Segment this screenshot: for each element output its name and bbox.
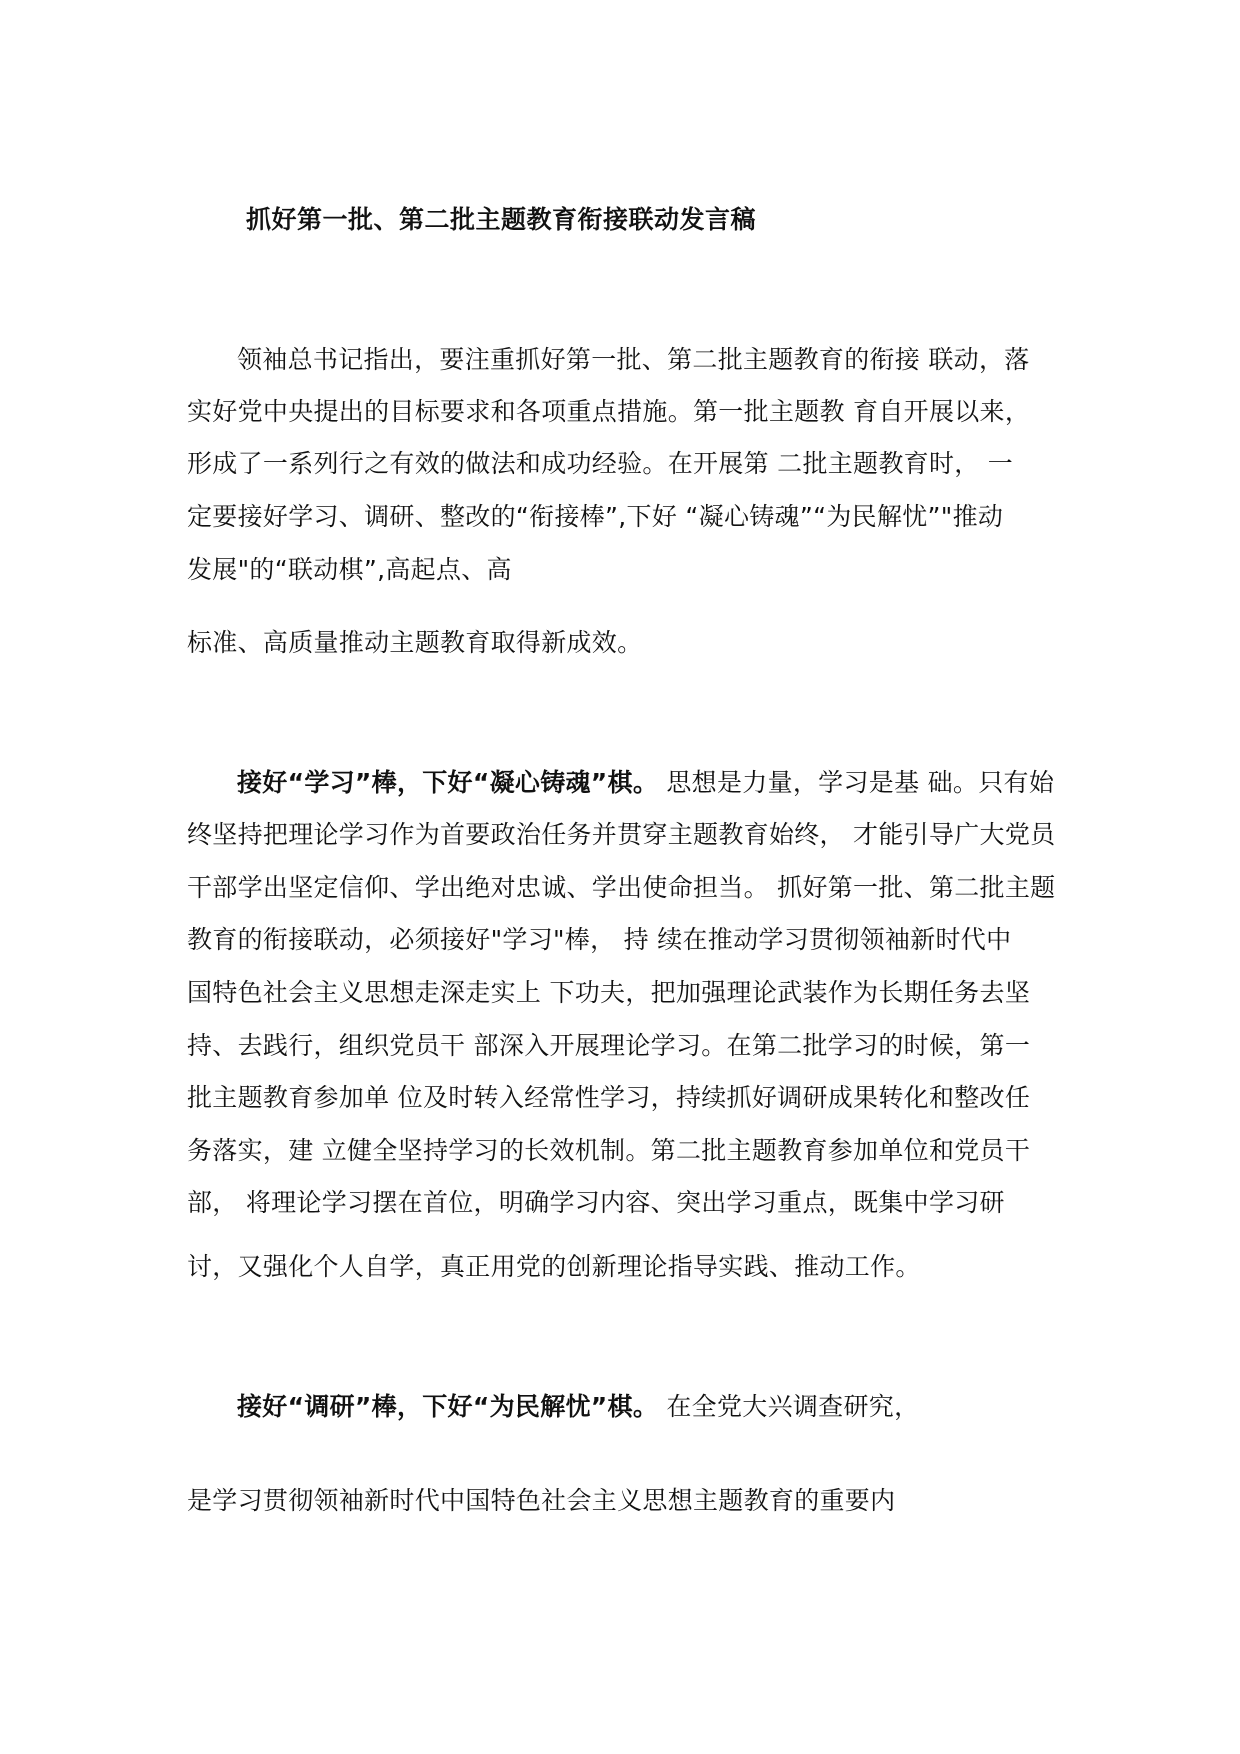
paragraph-2-line-5: 国特色社会主义思想走深走实上 下功夫，把加强理论武装作为长期任务去坚	[187, 978, 1031, 1007]
paragraph-3-heading: 接好“调研”棒，下好“为民解忧”棋。	[237, 1392, 659, 1421]
paragraph-2-line-6: 持、去践行，组织党员干 部深入开展理论学习。在第二批学习的时候，第一	[187, 1031, 1031, 1060]
paragraph-1-line-1: 领袖总书记指出，要注重抓好第一批、第二批主题教育的衔接 联动，落	[237, 345, 1030, 374]
paragraph-2-line-8: 务落实，建 立健全坚持学习的长效机制。第二批主题教育参加单位和党员干	[187, 1136, 1031, 1165]
paragraph-1-line-2: 实好党中央提出的目标要求和各项重点措施。第一批主题教 育自开展以来，	[187, 397, 1031, 426]
document-title: 抓好第一批、第二批主题教育衔接联动发言稿	[246, 205, 757, 234]
paragraph-1-line-3: 形成了一系列行之有效的做法和成功经验。在开展第 二批主题教育时， 一	[187, 449, 1014, 478]
paragraph-2-line-1	[237, 768, 1054, 798]
paragraph-2-line-2: 终坚持把理论学习作为首要政治任务并贯穿主题教育始终， 才能引导广大党员	[187, 820, 1056, 849]
paragraph-3-text: 在全党大兴调查研究，	[658, 1392, 920, 1421]
paragraph-3-line-2: 是学习贯彻领袖新时代中国特色社会主义思想主题教育的重要内	[187, 1486, 896, 1515]
paragraph-1-line-6: 标准、高质量推动主题教育取得新成效。	[187, 628, 643, 657]
paragraph-1-line-5: 发展"的“联动棋”,高起点、高	[187, 555, 512, 584]
paragraph-2-line-7: 批主题教育参加单 位及时转入经常性学习，持续抓好调研成果转化和整改任	[187, 1083, 1031, 1112]
paragraph-1-line-4: 定要接好学习、调研、整改的“衔接棒”,下好 “凝心铸魂”“为民解忧”"推动	[187, 502, 1004, 531]
paragraph-2-line-10: 讨，又强化个人自学，真正用党的创新理论指导实践、推动工作。	[187, 1252, 921, 1281]
paragraph-2-line-9: 部， 将理论学习摆在首位，明确学习内容、突出学习重点，既集中学习研	[187, 1188, 1005, 1217]
paragraph-2-heading: 接好“学习”棒，下好“凝心铸魂”棋。	[237, 768, 659, 797]
paragraph-2-text: 思想是力量，学习是基 础。只有始	[658, 768, 1055, 797]
paragraph-2-line-3: 干部学出坚定信仰、学出绝对忠诚、学出使命担当。 抓好第一批、第二批主题	[187, 873, 1056, 902]
paragraph-2-line-4: 教育的衔接联动，必须接好"学习"棒， 持 续在推动学习贯彻领袖新时代中	[187, 925, 1012, 954]
paragraph-3-line-1	[237, 1392, 919, 1422]
